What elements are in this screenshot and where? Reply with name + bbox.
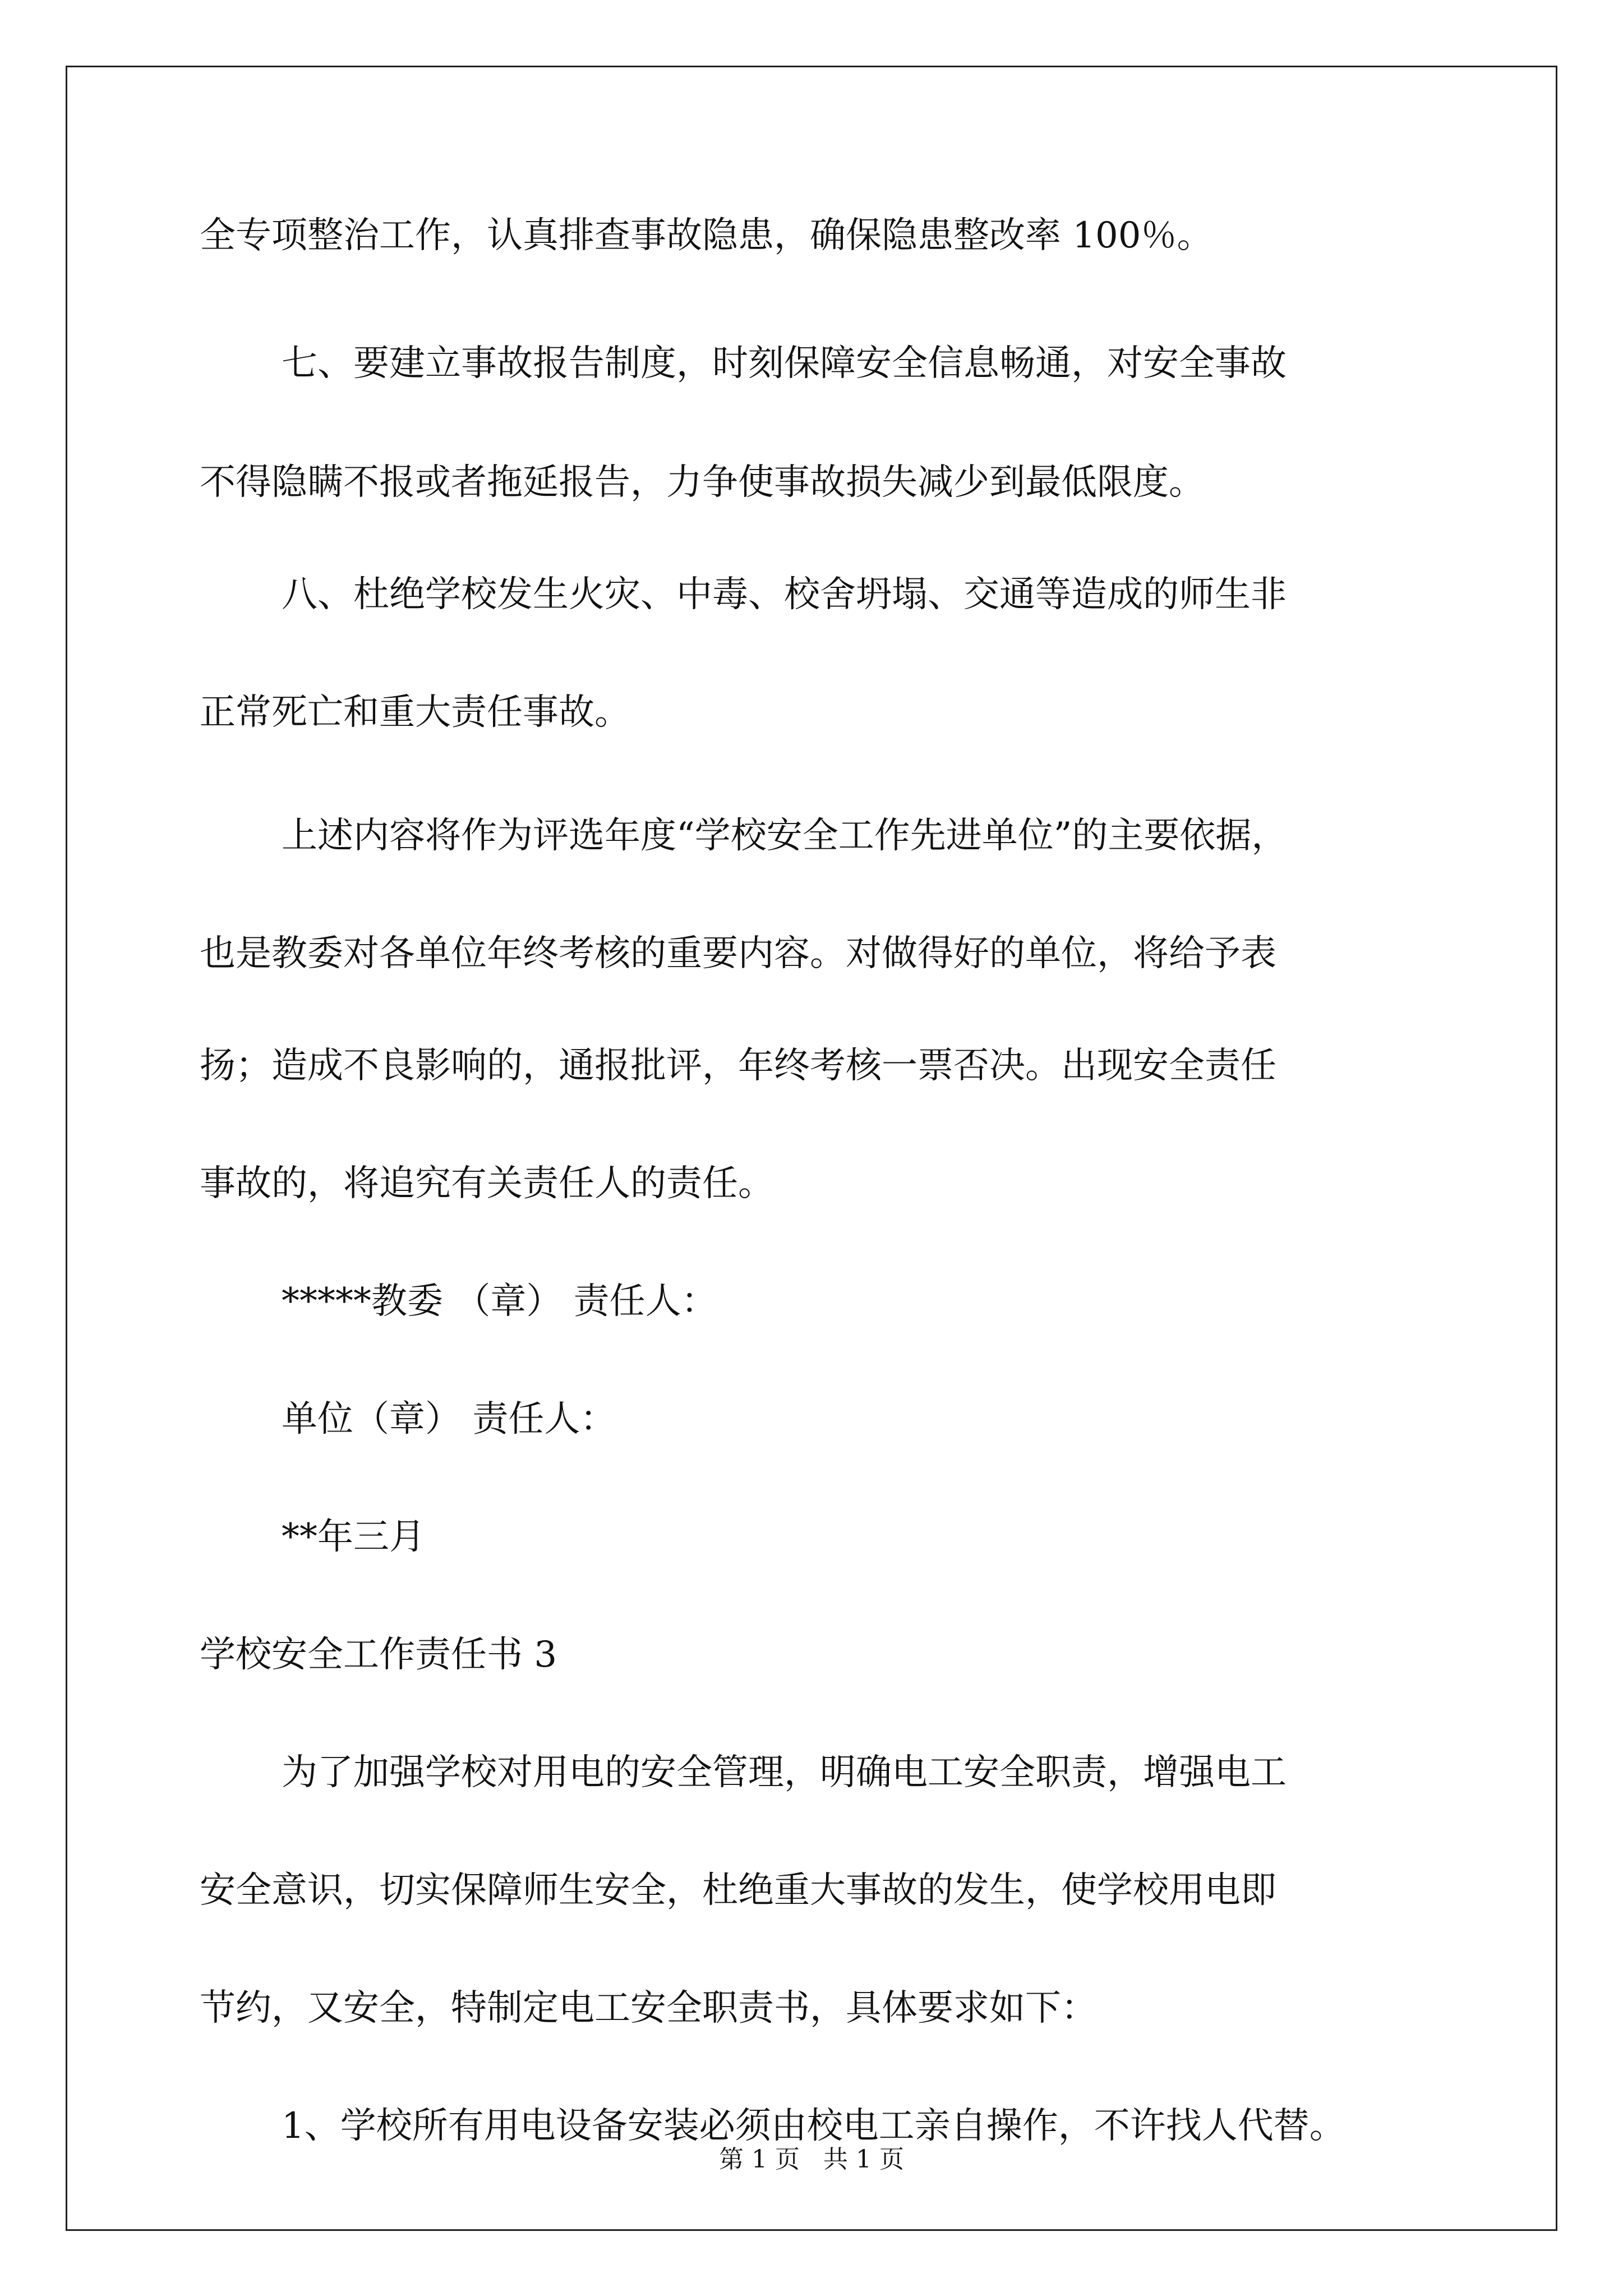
paragraph-line: 七、要建立事故报告制度，时刻保障安全信息畅通，对安全事故 [282, 343, 1287, 384]
paragraph-line: 1、学校所有用电设备安装必须由校电工亲自操作，不许找人代替。 [282, 2105, 1345, 2147]
paragraph-line: 为了加强学校对用电的安全管理，明确电工安全职责，增强电工 [282, 1752, 1287, 1793]
paragraph-line: 安全意识，切实保障师生安全，杜绝重大事故的发生，使学校用电即 [200, 1870, 1276, 1911]
signature-line: *****教委 （章） 责任人： [282, 1281, 717, 1322]
paragraph-line: 节约，又安全，特制定电工安全职责书，具体要求如下： [200, 1987, 1097, 2029]
paragraph-line: 不得隐瞒不报或者拖延报告，力争使事故损失减少到最低限度。 [200, 462, 1205, 503]
paragraph-line: 扬；造成不良影响的，通报批评，年终考核一票否决。出现安全责任 [200, 1045, 1276, 1087]
paragraph-line: 也是教委对各单位年终考核的重要内容。对做得好的单位，将给予表 [200, 933, 1276, 974]
paragraph-line: 正常死亡和重大责任事故。 [200, 692, 630, 733]
section-heading: 学校安全工作责任书 3 [200, 1634, 557, 1676]
paragraph-line: 上述内容将作为评选年度“学校安全工作先进单位”的主要依据， [282, 815, 1288, 857]
paragraph-line: 全专项整治工作，认真排查事故隐患，确保隐患整改率 100％。 [200, 215, 1213, 256]
page-footer: 第 1 页 共 1 页 [719, 2145, 904, 2174]
paragraph-line: 事故的，将追究有关责任人的责任。 [200, 1163, 774, 1204]
paragraph-line: 八、杜绝学校发生火灾、中毒、校舍坍塌、交通等造成的师生非 [282, 574, 1287, 615]
signature-line: 单位（章） 责任人： [282, 1398, 616, 1440]
date-line: **年三月 [282, 1516, 425, 1558]
